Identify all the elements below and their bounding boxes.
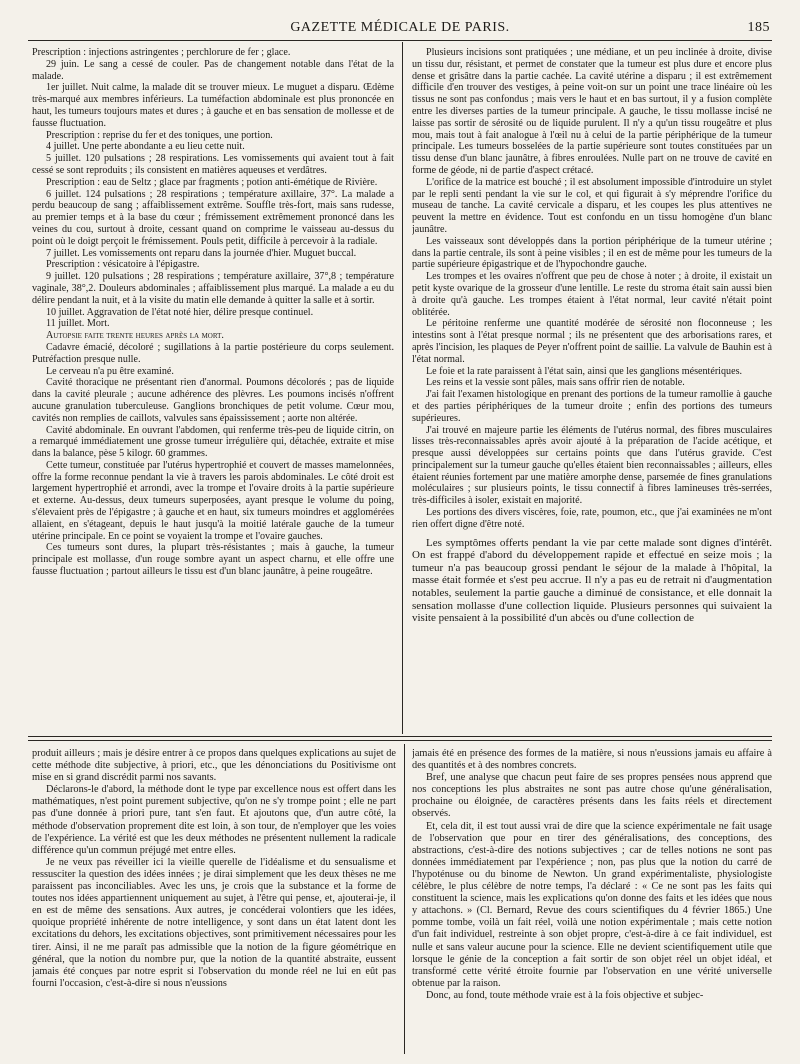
paragraph: 5 juillet. 120 pulsations ; 28 respirations. Les vomissements qui avaient tout à fait cessé se sont reproduits ; ils consistent en matières aqueuses et verdâtres.: [32, 153, 394, 176]
paragraph: Les trompes et les ovaires n'offrent que peu de chose à noter ; à droite, il existait un petit kyste ovarique de la grosseur d'une lentille. Le reste du stroma était sain aussi bien à droite qu'à gauche. Les trompes étaient à l'état normal, leur cavité n'était point oblitérée.: [412, 271, 772, 318]
paragraph: Les portions des divers viscères, foie, rate, poumon, etc., que j'ai examinées ne m'ont rien offert digne d'être noté.: [412, 507, 772, 530]
paragraph: 6 juillet. 124 pulsations ; 28 respirations ; température axillaire, 37°. La malade a perdu beaucoup de sang ; affaiblissement extrême. Souffle très-fort, mais sans rudesse, au premier temps et à la base du cœur ; frémissement extrêmement prononcé dans les veines du cou, surtout à droite, cessant quand on comprime le vaisseau au-dessus du point où le doigt perçoit le frémissement. Pouls petit, difficile à percevoir à la radiale.: [32, 188, 394, 247]
paragraph: Cavité abdominale. En ouvrant l'abdomen, qui renferme très-peu de liquide citrin, on a remarqué immédiatement une grosse tumeur irrégulière qui, détachée, extraite et mise dans la balance, pèse 5 kilogr. 60 grammes.: [32, 424, 394, 460]
paragraph: 7 juillet. Les vomissements ont reparu dans la journée d'hier. Muguet buccal.: [46, 247, 357, 259]
paragraph: Cette tumeur, constituée par l'utérus hypertrophié et couvert de masses mamelonnées, offre la forme reconnue pendant la vie à travers les parois abdominales. Le côté droit est largement hypertrophié et arrondi, avec la trompe et l'ovaire droits à la partie supérieure et externe. Au-dessus, deux tumeurs superposées, ayant presque le volume du poing, s'élevaient près de l'épigastre ; à gauche et en haut, six tumeurs moindres et agglomérées allaient, en s'étageant, depuis le haut jusqu'à la moitié latérale gauche de la tumeur utérine principale. En ce point se voyaient la trompe et l'ovaire gauches.: [32, 459, 394, 542]
paragraph: Le péritoine renferme une quantité modérée de sérosité non floconneuse ; les intestins sont à l'état presque normal ; ils ne présentent que des arborisations rares, et après l'incision, les plaques de Peyer n'offrent point de saillie. La valvule de Bauhin est à l'état normal.: [412, 318, 772, 365]
column-divider-top: [402, 42, 403, 734]
paragraph: J'ai trouvé en majeure partie les éléments de l'utérus normal, des fibres musculaires lisses très-reconnaissables après avoir ajouté à la préparation de l'acide acétique, et presque aussi développées sur certains points que dans l'utérus gravide. C'est principalement sur la tumeur gauche qu'elles étaient bien reconnaissables ; ailleurs, elles étaient réunies fortement par une matière amorphe dense, parsemée de fines granulations moléculaires ; sur plusieurs points, le tissu connectif à fibres lamineuses très-serrées, très-difficiles à isoler, existait en majorité.: [412, 424, 772, 507]
paragraph: Les vaisseaux sont développés dans la portion périphérique de la tumeur utérine ; dans la partie centrale, ils sont à peine visibles ; il en est de même pour les tumeurs de la partie supérieure épigastrique et de l'hypochondre gauche.: [412, 235, 772, 271]
paragraph: 29 juin. Le sang a cessé de couler. Pas de changement notable dans l'état de la malade.: [32, 58, 394, 82]
paragraph: Prescription : vésicatoire à l'épigastre.: [46, 259, 200, 271]
paragraph: Ces tumeurs sont dures, la plupart très-résistantes ; mais à gauche, la tumeur principale est mollasse, d'un rouge sombre ayant un aspect charnu, et elle offre une fausse fluctuation ; partout ailleurs le tissu est d'un blanc jaunâtre, à peine rougeâtre.: [32, 542, 394, 578]
page-header: [30, 12, 770, 36]
paragraph: Plusieurs incisions sont pratiquées ; une médiane, et un peu inclinée à droite, divise un tissu dur, résistant, et permet de constater que la tumeur est plus dure et encore plus dense et grisâtre dans la partie cachée. La cavité utérine a disparu ; il est extrêmement difficile d'en trouver des vestiges, à peine voit-on sur un point une trace linéaire où les tissus ne sont pas confondus ; mais vers le haut et en bas surtout, il y a fusion complète entre les diverses parties de la tumeur principale. A gauche, le tissu mollasse incisé ne laisse pas sortir de sérosité ou de liquide purulent. Il n'y a qu'un tissu rougeâtre et plus mou, mais tout à fait analogue à l'œil nu à celui de la partie périphérique de la tumeur principale. Les tumeurs bosselées de la partie supérieure sont toutes constituées par un tissu dense d'un blanc jaunâtre, à fibres enroulées. Nulle part on ne trouve de cavité en forme de géode, ni de partie d'aspect crétacé.: [412, 47, 772, 176]
journal-title: GAZETTE MÉDICALE DE PARIS.: [290, 20, 510, 35]
column-3: [32, 748, 396, 1058]
paragraph: Les symptômes offerts pendant la vie par cette malade sont dignes d'intérêt. On est frappé d'abord du développement rapide et effectué en seize mois ; la tumeur n'a pas beaucoup grossi pendant le séjour de la malade à l'hôpital, la masse était formée et s'est peu accrue. Il n'y a pas eu de retrait ni d'augmentation notables, seulement la partie gauche a diminué de consistance, et elle donnait la sensation mollasse d'une collection liquide. Plusieurs personnes qui suivaient la visite pensaient à la possibilité d'un abcès ou d'une collection de: [412, 536, 772, 625]
paragraph: J'ai fait l'examen histologique en prenant des portions de la tumeur ramollie à gauche et des parties périphériques de la tumeur droite ; enfin des portions des tumeurs supérieures.: [412, 389, 772, 424]
section-rule-thin: [28, 740, 772, 741]
paragraph: Donc, au fond, toute méthode vraie est à la fois objective et subjec-: [426, 989, 704, 1001]
paragraph: Je ne veux pas réveiller ici la vieille querelle de l'idéalisme et du sensualisme et ressusciter la question des idées innées ; je dirai simplement que les deux thèses ne me paraissent pas inconciliables. Avec les uns, je crois que la substance et la forme de toutes nos idées appartiennent uniquement au sujet, à l'être qui pense, et, ajouterai-je, il en est de même des sensations. Aux autres, je concéderai volontiers que les idées, quoique propriété inhérente de notre intelligence, y sont dans un état latent dont les excitations du dehors, les excitations objectives, sont primitivement nécessaires pour les tirer. Ainsi, il ne me paraît pas admissible que la notion de la figure géométrique en général, que la notion du nombre pur, que la notion de la quantité abstraite, eussent jamais été conçues par notre esprit si l'observation du monde réel ne lui en eût pas fourni l'occasion, c'est-à-dire si nous n'eussions: [32, 856, 396, 989]
paragraph: 10 juillet. Aggravation de l'état noté hier, délire presque continuel.: [46, 306, 314, 318]
paragraph: L'orifice de la matrice est bouché ; il est absolument impossible d'introduire un stylet par le repli senti pendant la vie sur le col, et qui figurait à s'y méprendre l'orifice du museau de tanche. La cavité cervicale a disparu, et les coupes les plus attentives ne peuvent la mettre en évidence. Tout est confondu en un tissu homogène d'un blanc jaunâtre.: [412, 176, 772, 235]
column-divider-bottom: [404, 744, 405, 1054]
paragraph: Et, cela dit, il est tout aussi vrai de dire que la science expérimentale ne fait usage de l'observation que pour en tirer des généralisations, des conceptions, des abstractions, c'est-à-dire des notions subjectives ; car de telles notions ne sont pas données immédiatement par l'expérience ; non, pas plus que la notion du carré de l'hypoténuse ou du binome de Newton. Un grand expérimentaliste, physiologiste célèbre, le plus célèbre de notre temps, l'a déclaré : « Ce ne sont pas les faits qui constituent la science, mais les explications qu'on donne des faits et les idées que nous y attachons. » (Cl. Bernard, Revue des cours scientifiques du 4 février 1865.) Une pomme tombe, voilà un fait réel, voilà une notion expérimentale ; mais cette notion d'un fait individuel, restreinte à son objet propre, c'est-à-dire à ce fait individuel, est nulle et sans valeur aucune pour la science. Elle ne devient scientifiquement utile que lorsque le génie de la conception a fait sortir de son objet réel un objet idéal, et transformé cette vérité étroite fournie par l'observation en une vérité universelle obtenue par la raison.: [412, 820, 772, 989]
autopsy-heading: Autopsie faite trente heures après la mort.: [46, 330, 224, 342]
paragraph: 1er juillet. Nuit calme, la malade dit se trouver mieux. Le muguet a disparu. Œdème très-marqué aux membres inférieurs. La tuméfaction abdominale est plus prononcée en haut, les tumeurs toujours mates et dures ; à gauche et en bas sensation de mollesse et de fausse fluctuation.: [32, 82, 394, 129]
paragraph: Bref, une analyse que chacun peut faire de ses propres pensées nous apprend que nos conceptions les plus abstraites ne sont pas autre chose qu'une généralisation, prochaine ou éloignée, de caractères présents dans les faits réels et directement observés.: [412, 772, 772, 820]
paragraph: Le cerveau n'a pu être examiné.: [46, 365, 174, 377]
paragraph: 9 juillet. 120 pulsations ; 28 respirations ; température axillaire, 37°,8 ; température vaginale, 38°,2. Douleurs abdominales ; affaiblissement plus marqué. La malade a eu du délire pendant la nuit, et à la visite du matin elle demande à quitter la salle et à sortir.: [32, 271, 394, 306]
paragraph: Le foie et la rate paraissent à l'état sain, ainsi que les ganglions mésentériques.: [426, 365, 743, 377]
paragraph: jamais été en présence des formes de la matière, si nous n'eussions jamais eu affaire à des quantités et à des nombres concrets.: [412, 748, 772, 772]
column-2: [412, 47, 772, 733]
paragraph: Cavité thoracique ne présentant rien d'anormal. Poumons décolorés ; pas de liquide dans la cavité pleurale ; aucune adhérence des plèvres. Les poumons incisés n'offrent aucune granulation tuberculeuse. Ganglions bronchiques de petit volume. Cœur mou, cavités non remplies de caillots, valvules sans épaississement ; aorte non altérée.: [32, 377, 394, 424]
section-rule: [28, 736, 772, 737]
paragraph: Prescription : injections astringentes ; perchlorure de fer ; glace.: [32, 47, 291, 58]
paragraph: Déclarons-le d'abord, la méthode dont le type par excellence nous est offert dans les mathématiques, n'est point purement subjective, qu'on ne s'y trompe point ; elle ne part pas d'une donnée à priori pure, tant s'en faut. Et ajoutons que, d'un autre côté, la méthode d'observation proprement dite est loin, à son tour, de n'employer que les voies de l'expérience. La vérité est que les deux méthodes ne présentent nullement la radicale différence qu'un commun préjugé met entre elles.: [32, 784, 396, 856]
paragraph: Cadavre émacié, décoloré ; sugillations à la partie postérieure du corps seulement. Putréfaction presque nulle.: [32, 341, 394, 365]
page-number: 185: [747, 20, 770, 35]
paragraph: Prescription : reprise du fer et des toniques, une portion.: [46, 129, 273, 141]
column-1: [32, 47, 394, 733]
paragraph: Prescription : eau de Seltz ; glace par fragments ; potion anti-émétique de Rivière.: [46, 176, 378, 188]
paragraph: produit ailleurs ; mais je désire entrer à ce propos dans quelques explications au sujet de cette méthode dite subjective, à priori, etc., que les dénonciations du Positivisme ont mise en si grand discrédit parmi nos savants.: [32, 748, 396, 784]
paragraph: 11 juillet. Mort.: [46, 318, 110, 330]
column-4: [412, 748, 772, 1058]
header-rule: [28, 40, 772, 41]
paragraph: Les reins et la vessie sont pâles, mais sans offrir rien de notable.: [426, 377, 685, 389]
paragraph: 4 juillet. Une perte abondante a eu lieu cette nuit.: [46, 141, 245, 153]
